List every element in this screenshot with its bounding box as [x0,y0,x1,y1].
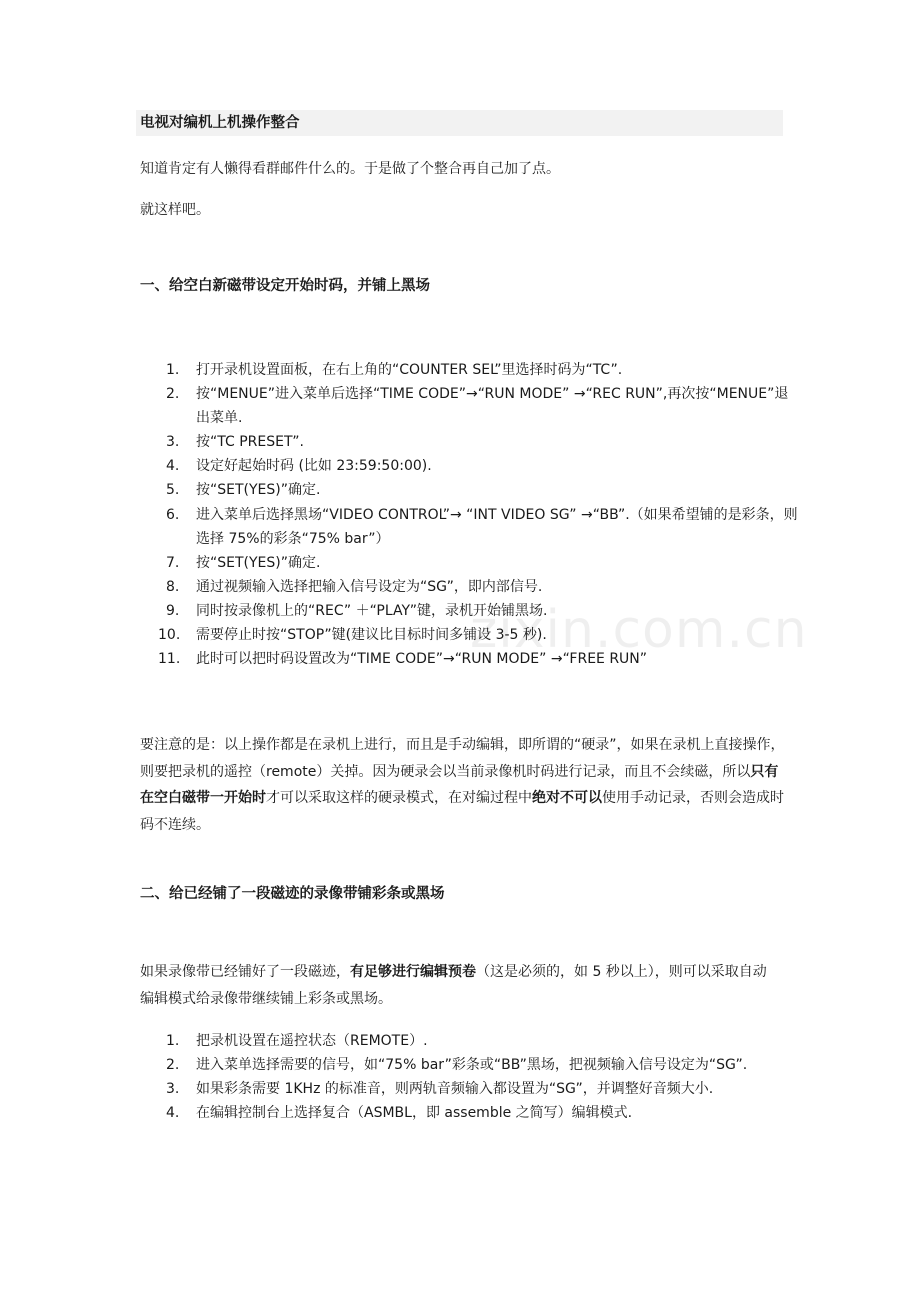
list-text: 按“TC PRESET”. [196,434,304,451]
list-number: 1. [166,362,180,378]
section-2-heading: 二、给已经铺了一段磁迹的录像带铺彩条或黑场 [140,886,445,902]
list-item [140,1053,800,1077]
intro-line-2: 就这样吧。 [140,202,210,218]
note-text: 使用手动记录，否则会造成时码不连续。 [140,790,784,833]
list-number: 4. [166,1105,180,1122]
document-title: 电视对编机上机操作整合 [136,110,783,136]
list-text: 在编辑控制台上选择复合（ASMBL，即 assemble 之简写）编辑模式. [196,1105,633,1122]
list-text: 把录机设置在遥控状态（REMOTE）. [196,1033,428,1049]
intro-bold-text: 有足够进行编辑预卷 [350,964,476,980]
list-item [140,1101,800,1125]
list-text: 同时按录像机上的“REC” ＋“PLAY”键，录机开始铺黑场. [196,602,548,619]
list-text: 需要停止时按“STOP”键(建议比目标时间多铺设 3-5 秒). [196,627,547,644]
list-number: 8. [166,578,180,595]
list-text: 进入菜单后选择黑场“VIDEO CONTROL”→ “INT VIDEO SG” →“BB”.（如果希望铺的是彩条，则选择 75%的彩条“75% bar”） [196,506,798,547]
list-text: 按“MENUE”进入菜单后选择“TIME CODE”→“RUN MODE” →“REC RUN”,再次按“MENUE”退出菜单. [196,386,789,427]
note-bold-text: 只有在空白磁带一开始时 [140,763,779,806]
list-item [140,1029,800,1053]
list-item [140,454,800,478]
list-text: 进入菜单选择需要的信号，如“75% bar”彩条或“BB”黑场，把视频输入信号设定为“SG”. [196,1057,748,1074]
watermark: zixin.com.cn [470,600,808,660]
intro-text: （这是必须的，如 5 秒以上），则可以采取自动编辑模式给录像带继续铺上彩条或黑场。 [140,964,767,1007]
list-number: 11. [158,651,181,668]
list-number: 9. [166,602,180,619]
list-number: 10. [158,627,181,644]
list-item [140,358,800,382]
list-number: 2. [166,386,180,403]
intro-text: 如果录像带已经铺好了一段磁迹， [140,964,350,980]
note-bold-text: 绝对不可以 [532,790,602,806]
list-text: 设定好起始时码 (比如 23:59:50:00). [196,458,432,475]
section-2-intro [140,959,780,1012]
list-number: 1. [166,1033,180,1049]
list-number: 4. [166,458,180,475]
list-number: 6. [166,506,180,523]
list-number: 3. [166,1081,180,1098]
list-item [140,430,800,454]
list-item [140,503,800,551]
list-item [140,575,800,599]
list-number: 5. [166,482,180,499]
section-1-heading: 一、给空白新磁带设定开始时码，并铺上黑场 [140,278,430,294]
list-number: 3. [166,434,180,451]
list-number: 7. [166,554,180,571]
note-text: 要注意的是：以上操作都是在录机上进行，而且是手动编辑，即所谓的“硬录”，如果在录机上直接操作，则要把录机的遥控（remote）关掉。因为硬录会以当前录像机时码进行记录，而且不会续磁，所以 [140,737,785,780]
list-text: 此时可以把时码设置改为“TIME CODE”→“RUN MODE” →“FREE RUN” [196,651,648,668]
list-item [140,1077,800,1101]
section-1-note [140,732,785,838]
list-text: 打开录机设置面板，在右上角的“COUNTER SEL”里选择时码为“TC”. [196,362,623,378]
section-2-steps [140,1029,800,1125]
list-item [140,382,800,430]
intro-line-1: 知道肯定有人懒得看群邮件什么的。于是做了个整合再自己加了点。 [140,161,560,177]
list-item [140,551,800,575]
list-text: 按“SET(YES)”确定. [196,554,321,571]
list-item [140,478,800,502]
list-text: 通过视频输入选择把输入信号设定为“SG”，即内部信号. [196,578,543,595]
list-number: 2. [166,1057,180,1074]
list-text: 如果彩条需要 1KHz 的标准音，则两轨音频输入都设置为“SG”，并调整好音频大小. [196,1081,714,1098]
note-text: 才可以采取这样的硬录模式，在对编过程中 [266,790,532,806]
list-text: 按“SET(YES)”确定. [196,482,321,499]
